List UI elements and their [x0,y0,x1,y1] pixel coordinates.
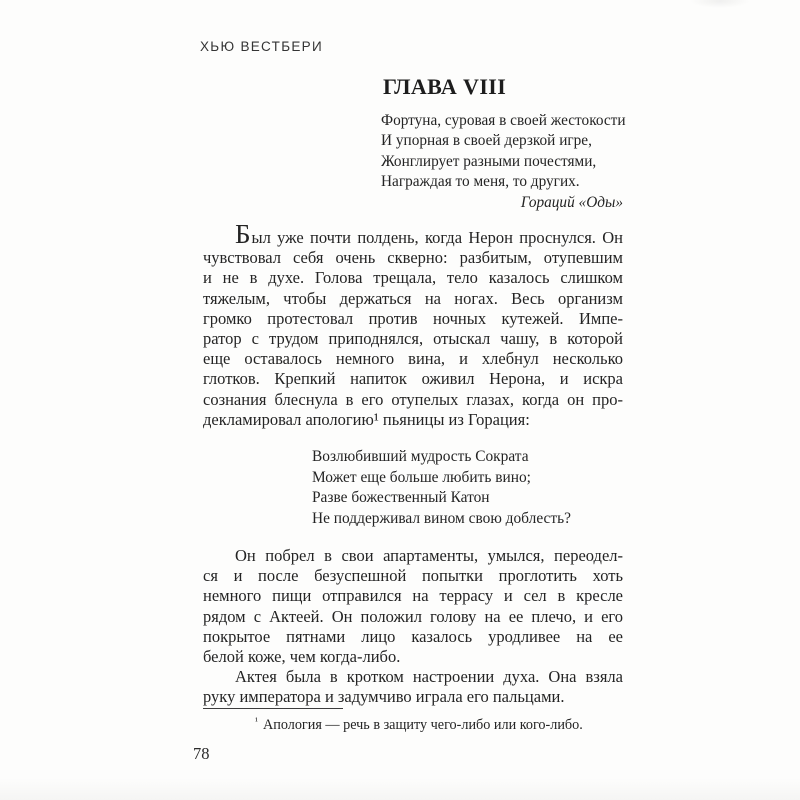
page-number: 78 [193,744,210,763]
epigraph-line: Жонглирует разными почестями, [381,152,597,170]
text-line: глотков. Крепкий напиток оживил Нерона, и искра [203,369,623,389]
page-bottom-shade [0,778,800,800]
footnote [203,713,623,734]
verse-line: Может еще больше любить вино; [312,468,531,486]
verse-block [312,447,623,529]
verse-line: Разве божественный Катон [312,489,490,507]
text-line: еще оставалось немного вина, и хлебнул несколько [203,349,623,369]
epigraph-line: Награждая то меня, то других. [381,172,580,190]
scan-smudge [690,0,750,8]
body-paragraph [203,219,623,430]
epigraph-attribution: Гораций «Оды» [520,194,623,212]
footnote-text: Апология — речь в защиту чего-либо или кого-либо. [263,717,583,733]
epigraph-line: Фортуна, суровая в своей жестокости [381,112,626,129]
text-line: белой коже, чем когда-либо. [203,647,401,667]
text-line: и не в духе. Голова трещала, тело казалось слишком [203,268,623,288]
text-line: сознания блеснула в его отупелых глазах, когда он про- [203,389,623,409]
text-line: чувствовал себя очень скверно: разбитым, отупевшим [203,248,623,268]
text-line: тяжелым, чтобы держаться на ногах. Весь организм [203,288,623,308]
body-text [203,219,623,708]
verse-line: Не поддерживал вином свою доблесть? [312,509,571,527]
verse-line: Возлюбивший мудрость Сократа [312,448,529,466]
text-line: ся и после безуспешной попытки проглотить хоть [203,566,623,586]
text-line: Был уже почти полдень, когда Нерон проснулся. Он [235,219,623,249]
text-line: немного пищи отправился на террасу и сел в кресле [203,586,623,606]
text-line: Актея была в кротком настроении духа. Она взяла [235,667,623,687]
text-line: декламировал апологию¹ пьяницы из Горация: [203,409,530,429]
text-line: громко протестовал против ночных кутежей. Импе- [203,308,623,328]
text-line: рядом с Актеей. Он положил голову на ее плечо, и его [203,606,623,626]
body-paragraph [203,667,623,707]
running-head-author: ХЬЮ ВЕСТБЕРИ [200,39,323,54]
footnote-divider [203,708,343,709]
epigraph-lines [381,111,626,192]
text-line: руку императора и задумчиво играла его пальцами. [203,687,565,707]
text-line: Он побрел в свои апартаменты, умылся, переодел- [235,546,623,566]
epigraph [381,111,626,213]
text-line: покрытое пятнами лицо казалось уродливее на ее [203,626,623,646]
body-paragraph [203,546,623,667]
chapter-heading: ГЛАВА VIII [383,74,507,99]
text-line: ратор с трудом приподнялся, отыскал чашу, в которой [203,329,623,349]
epigraph-line: И упорная в своей дерзкой игре, [381,132,592,150]
footnote-marker: ¹ [255,716,258,727]
